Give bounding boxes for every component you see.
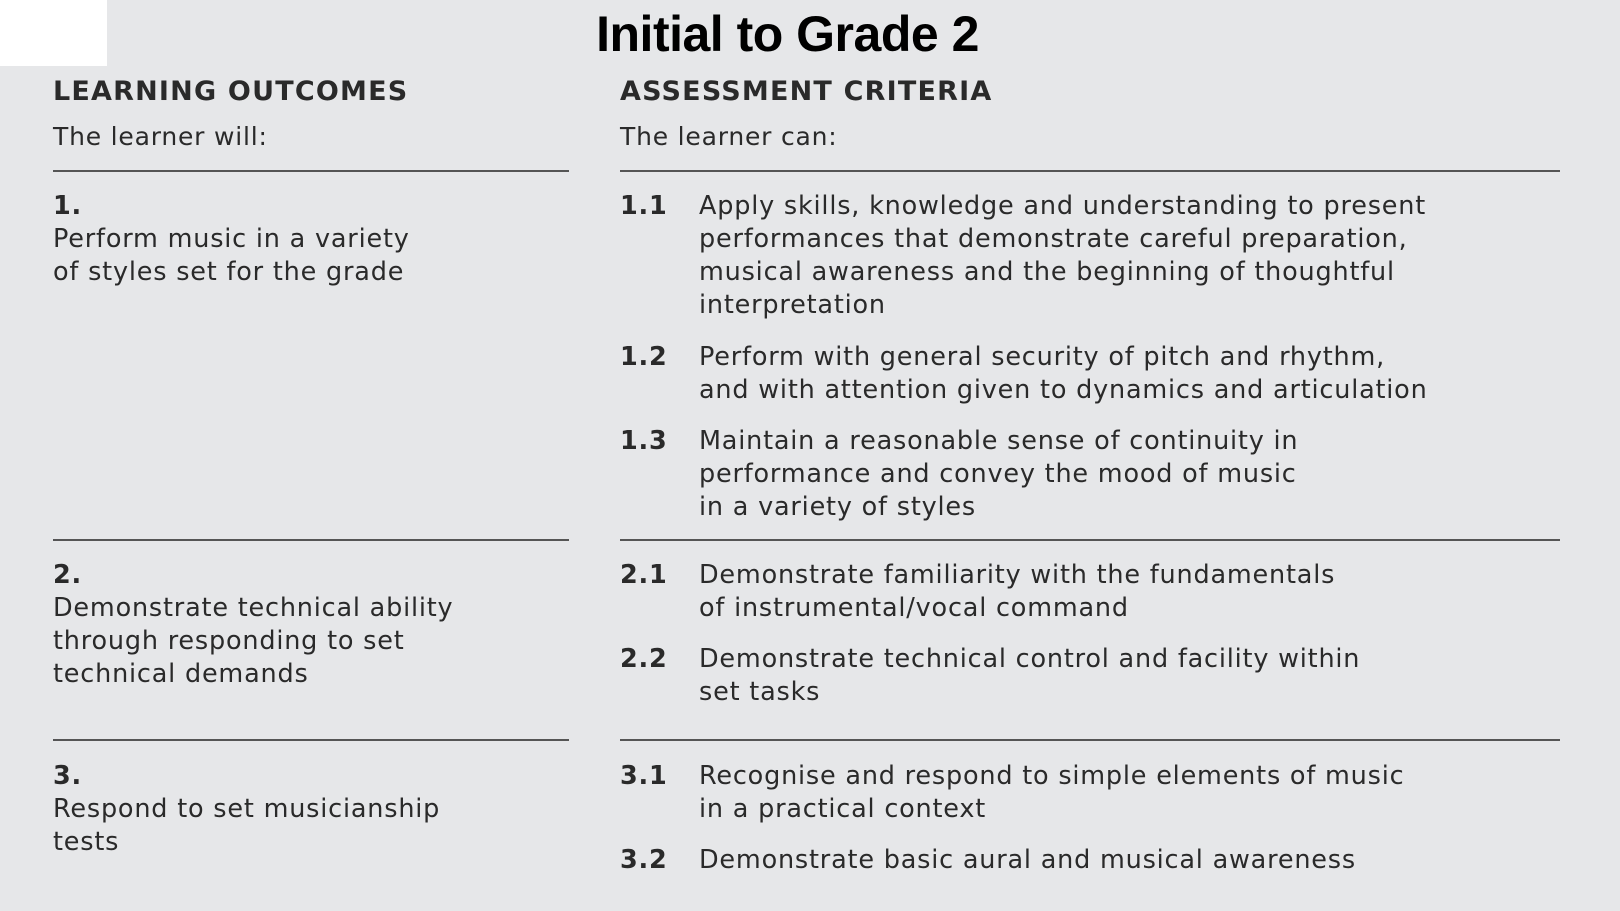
outcome-number: 3. <box>53 761 83 791</box>
criterion-1-2 <box>620 341 1560 407</box>
criterion-text-line: Maintain a reasonable sense of continuity in <box>699 426 1299 456</box>
section-divider-left <box>53 739 569 741</box>
section-divider-right <box>620 739 1560 741</box>
section-divider-right <box>620 539 1560 541</box>
criterion-text-line: Recognise and respond to simple elements of music <box>699 761 1405 791</box>
criterion-text-line: Demonstrate basic aural and musical awareness <box>699 845 1356 875</box>
criterion-number: 3.2 <box>620 845 668 875</box>
criterion-number: 3.1 <box>620 761 668 791</box>
outcome-text-line: tests <box>53 827 120 857</box>
learning-outcomes-subheading: The learner will: <box>53 122 268 151</box>
outcome-text-line: technical demands <box>53 659 309 689</box>
outcome-text-line: Respond to set musicianship <box>53 794 441 824</box>
learning-outcomes-heading: LEARNING OUTCOMES <box>53 76 409 107</box>
header-divider-right <box>620 170 1560 172</box>
criterion-text-line: interpretation <box>699 290 886 320</box>
assessment-criteria-subheading: The learner can: <box>620 122 838 151</box>
outcome-text-line: of styles set for the grade <box>53 257 405 287</box>
section-divider-left <box>53 539 569 541</box>
criterion-text-line: in a variety of styles <box>699 492 976 522</box>
criterion-text-line: Perform with general security of pitch and rhythm, <box>699 342 1386 372</box>
learning-outcome-3 <box>53 760 569 859</box>
criterion-1-3 <box>620 425 1560 524</box>
outcome-text-line: Demonstrate technical ability <box>53 593 454 623</box>
criterion-text-line: Apply skills, knowledge and understanding to present <box>699 191 1427 221</box>
criterion-number: 1.3 <box>620 426 668 456</box>
criterion-2-2 <box>620 643 1560 709</box>
page-title: Initial to Grade 2 <box>596 6 979 62</box>
criterion-3-2 <box>620 844 1560 877</box>
criterion-2-1 <box>620 559 1560 625</box>
learning-outcome-2 <box>53 559 569 691</box>
criterion-text-line: Demonstrate technical control and facility within <box>699 644 1361 674</box>
criterion-text-line: performance and convey the mood of music <box>699 459 1297 489</box>
learning-outcome-1 <box>53 190 569 289</box>
criterion-1-1 <box>620 190 1560 322</box>
criterion-number: 1.1 <box>620 191 668 221</box>
criterion-text-line: set tasks <box>699 677 821 707</box>
criterion-3-1 <box>620 760 1560 826</box>
criterion-number: 2.2 <box>620 644 668 674</box>
criterion-text-line: and with attention given to dynamics and articulation <box>699 375 1428 405</box>
criterion-text-line: musical awareness and the beginning of thoughtful <box>699 257 1395 287</box>
criterion-number: 2.1 <box>620 560 668 590</box>
outcome-text-line: through responding to set <box>53 626 405 656</box>
outcome-number: 1. <box>53 191 83 221</box>
criterion-number: 1.2 <box>620 342 668 372</box>
criterion-text-line: Demonstrate familiarity with the fundamentals <box>699 560 1336 590</box>
criterion-text-line: performances that demonstrate careful preparation, <box>699 224 1408 254</box>
header-divider-left <box>53 170 569 172</box>
outcome-number: 2. <box>53 560 83 590</box>
outcome-text-line: Perform music in a variety <box>53 224 410 254</box>
criterion-text-line: of instrumental/vocal command <box>699 593 1129 623</box>
assessment-criteria-heading: ASSESSMENT CRITERIA <box>620 76 993 107</box>
criterion-text-line: in a practical context <box>699 794 987 824</box>
